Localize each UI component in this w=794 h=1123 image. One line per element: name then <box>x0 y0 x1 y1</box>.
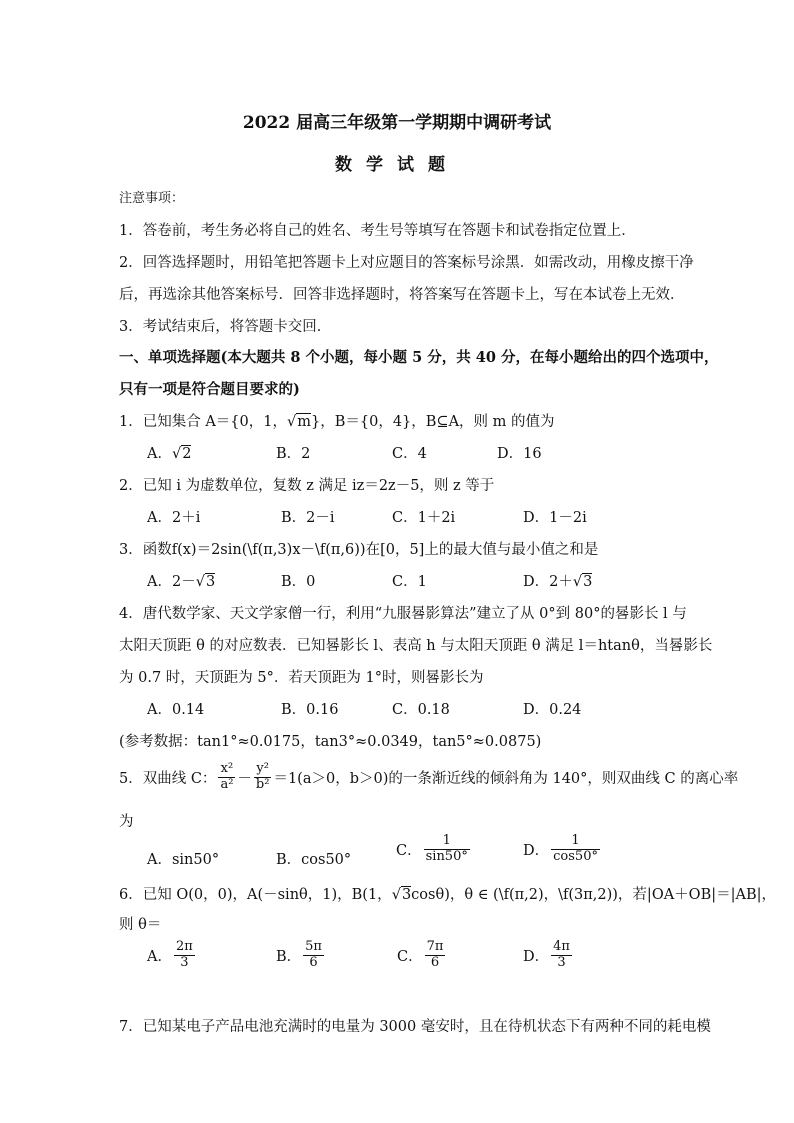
notice-item-1: 1．答卷前，考生务必将自己的姓名、考生号等填写在答题卡和试卷指定位置上． <box>119 223 636 239</box>
q3-option-b: B．0 <box>281 574 316 590</box>
q3-option-d <box>523 570 592 591</box>
q3-d-sqrt-arg: 3 <box>583 574 593 590</box>
q5-c-fraction <box>424 834 470 865</box>
fraction-numerator: 7π <box>426 939 444 954</box>
q4-option-c: C．0.18 <box>392 702 450 718</box>
q5-fraction-y <box>254 762 272 793</box>
q5-option-c <box>396 834 472 865</box>
fraction-denominator: sin50° <box>425 848 468 864</box>
fraction-denominator: a² <box>220 776 234 792</box>
question-7-stem: 7．已知某电子产品电池充满时的电量为 3000 毫安时，且在待机状态下有两种不同的耗电模 <box>119 1019 711 1035</box>
question-3-stem: 3．函数f(x)＝2sin(\f(π,3)x－\f(π,6))在[0，5]上的最大值与最小值之和是 <box>119 542 599 558</box>
fraction-numerator: 4π <box>553 939 570 954</box>
exam-title: 2022 届高三年级第一学期期中调研考试 <box>242 113 552 133</box>
q6-d-fraction <box>551 940 572 971</box>
q5-d-fraction <box>551 834 600 865</box>
option-label: C． <box>397 948 423 965</box>
question-4-stem-line-2: 太阳天顶距 θ 的对应数表．已知晷影长 l、表高 h 与太阳天顶距 θ 满足 l＝htanθ，当晷影长 <box>119 638 713 654</box>
q6-stem-part-b: cosθ)，θ ∈ (\f(π,2)，\f(3π,2))，若|OA＋OB|＝|AB|， <box>411 887 777 903</box>
q4-reference-data: (参考数据：tan1°≈0.0175，tan3°≈0.0349，tan5°≈0.0875) <box>119 734 542 750</box>
notice-item-3: 3．考试结束后，将答题卡交回． <box>119 319 332 335</box>
q6-option-c <box>397 940 447 971</box>
minus-sign: － <box>237 770 252 787</box>
fraction-numerator: 1 <box>571 833 580 848</box>
sqrt-symbol: √ <box>195 574 205 590</box>
q6-a-fraction <box>174 940 195 971</box>
fraction-denominator: 3 <box>551 955 572 971</box>
option-label: D． <box>523 842 550 859</box>
notice-item-2: 2．回答选择题时，用铅笔把答题卡上对应题目的答案标号涂黑．如需改动，用橡皮擦干净 <box>119 255 694 271</box>
subject-title: 数学试题 <box>335 155 459 175</box>
option-label: D． <box>523 948 550 965</box>
question-2-stem: 2．已知 i 为虚数单位，复数 z 满足 iz＝2z－5，则 z 等于 <box>119 478 495 494</box>
q2-option-d: D．1－2i <box>523 510 587 526</box>
question-5-stem-line-2: 为 <box>119 814 134 830</box>
fraction-denominator: 6 <box>303 955 324 971</box>
fraction-denominator: cos50° <box>553 848 598 864</box>
q2-option-c: C．1＋2i <box>392 510 456 526</box>
option-label: A．2－ <box>147 574 196 590</box>
q6-option-d <box>523 940 574 971</box>
q5-stem-part-b: ＝1(a＞0，b＞0)的一条渐近线的倾斜角为 140°，则双曲线 C 的离心率 <box>273 770 739 787</box>
section-heading: 一、单项选择题(本大题共 8 个小题，每小题 5 分，共 40 分，在每小题给出的四个选项中， <box>119 349 719 366</box>
q4-option-d: D．0.24 <box>523 702 582 718</box>
q1-stem-part-b: }，B＝{0，4}，B⊆A，则 m 的值为 <box>310 414 555 430</box>
option-label: C． <box>396 842 422 859</box>
option-label: B． <box>276 948 302 965</box>
q6-sqrt-arg: 3 <box>401 887 412 903</box>
q1-option-b: B．2 <box>276 446 311 462</box>
q5-option-b: B．cos50° <box>276 852 352 868</box>
sqrt-symbol: √ <box>171 446 182 462</box>
q6-b-fraction <box>303 940 324 971</box>
sqrt-symbol: √ <box>286 414 297 430</box>
q6-option-a <box>147 940 197 971</box>
q3-a-sqrt-arg: 3 <box>205 574 216 590</box>
question-6-stem-line-2: 则 θ＝ <box>119 917 162 933</box>
q5-option-a: A．sin50° <box>147 852 220 868</box>
fraction-numerator: x² <box>220 760 234 776</box>
fraction-numerator: 2π <box>175 939 193 954</box>
q5-fraction-x <box>218 762 235 793</box>
question-5-stem <box>119 752 738 802</box>
notice-item-2-cont: 后，再选涂其他答案标号．回答非选择题时，将答案写在答题卡上，写在本试卷上无效． <box>119 287 685 303</box>
q1-option-d: D．16 <box>497 446 542 462</box>
q1-a-sqrt-arg: 2 <box>182 446 192 462</box>
option-label: D．2＋ <box>523 574 573 590</box>
question-4-stem: 4．唐代数学家、天文学家僧一行，利用“九服晷影算法”建立了从 0°到 80°的晷影长 l 与 <box>119 606 687 622</box>
q1-option-a <box>147 442 191 463</box>
fraction-denominator: 6 <box>425 955 446 971</box>
fraction-denominator: b² <box>255 776 270 792</box>
notice-heading: 注意事项： <box>119 191 185 206</box>
question-4-stem-line-3: 为 0.7 时，天顶距为 5°．若天顶距为 1°时，则晷影长为 <box>119 670 484 686</box>
q3-option-c: C．1 <box>392 574 427 590</box>
q6-option-b <box>276 940 326 971</box>
q5-stem-part-a: 5．双曲线 C： <box>119 770 217 787</box>
question-1-stem <box>119 410 555 431</box>
section-heading-cont: 只有一项是符合题目要求的) <box>119 381 300 398</box>
q2-option-b: B．2－i <box>281 510 335 526</box>
sqrt-symbol: √ <box>391 887 401 903</box>
q5-option-d <box>523 834 602 865</box>
question-6-stem <box>119 883 776 904</box>
q3-option-a <box>147 570 215 591</box>
q6-stem-part-a: 6．已知 O(0，0)，A(－sinθ，1)，B(1， <box>119 887 392 903</box>
fraction-denominator: 3 <box>174 955 195 971</box>
q1-sqrt-arg: m <box>297 414 311 430</box>
option-label: A． <box>147 446 172 462</box>
q4-option-a: A．0.14 <box>147 702 205 718</box>
fraction-numerator: 1 <box>442 833 451 848</box>
q6-c-fraction <box>425 940 446 971</box>
q1-option-c: C．4 <box>392 446 427 462</box>
q1-stem-part-a: 1．已知集合 A＝{0，1， <box>119 414 287 430</box>
q2-option-a: A．2＋i <box>147 510 201 526</box>
option-label: A． <box>147 948 172 965</box>
sqrt-symbol: √ <box>572 574 583 590</box>
q4-option-b: B．0.16 <box>281 702 339 718</box>
fraction-numerator: 5π <box>305 939 322 954</box>
fraction-numerator: y² <box>256 760 269 776</box>
